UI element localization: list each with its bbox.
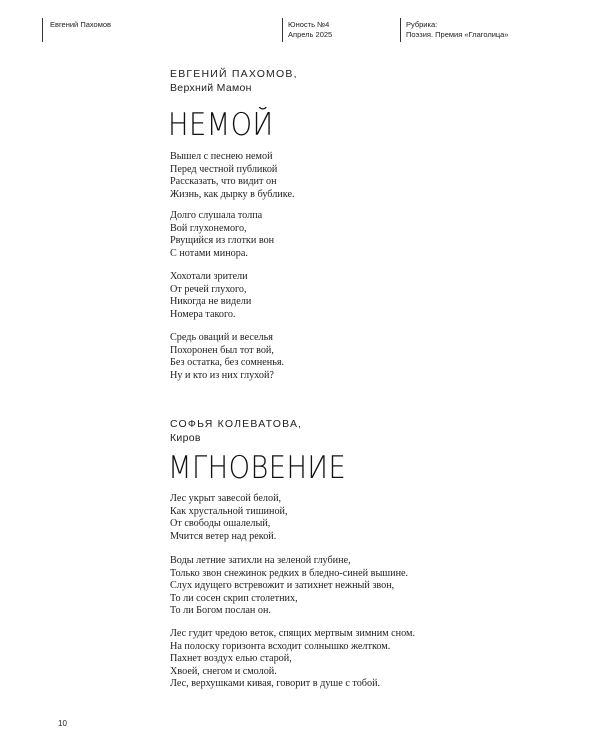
poem1-title: НЕМОЙ — [168, 107, 274, 143]
poem-line: То ли Богом послан он. — [170, 605, 271, 617]
poem-line: На полоску горизонта всходит солнышко желтком. — [170, 640, 391, 652]
poem-line: От речей глухого, — [170, 283, 247, 295]
poem-line: Лес, верхушками кивая, говорит в душе с тобой. — [170, 678, 381, 690]
poem2-stanza-2 — [170, 555, 408, 618]
poem1-stanza-4 — [170, 332, 284, 382]
header-issue — [288, 20, 332, 40]
poem2-stanza-1 — [170, 493, 288, 543]
poem-line: То ли сосен скрип столетних, — [170, 592, 298, 604]
poem-line: Номера такого. — [170, 308, 236, 320]
poem-line: Хвоей, снегом и смолой. — [170, 665, 277, 677]
poem-line: Лес укрыт завесой белой, — [170, 493, 282, 504]
poem2-stanza-3 — [170, 628, 415, 691]
poem-line: Никогда не видели — [170, 296, 252, 308]
poem-line: Как хрустальной тишиной, — [170, 505, 288, 517]
poem-line: Лес гудит чредою веток, спящих мертвым зимним сном. — [170, 628, 416, 639]
poem-line: Вой глухонемого, — [170, 222, 247, 234]
poem-line: Без остатка, без сомненья. — [170, 357, 285, 369]
page-number: 10 — [58, 719, 67, 728]
poem1-author: ЕВГЕНИЙ ПАХОМОВ, — [170, 68, 298, 80]
header-rubric-value: Поэзия. Премия «Глаголица» — [406, 30, 509, 39]
header-issue-date: Апрель 2025 — [288, 30, 333, 39]
header-divider-middle — [282, 18, 283, 42]
header-rubric-label: Рубрика: — [406, 20, 438, 29]
poem-line: Хохотали зрители — [170, 271, 248, 282]
poem1-place: Верхний Мамон — [170, 82, 252, 94]
poem-line: Рассказать, что видит он — [170, 176, 277, 188]
poem-line: От свободы ошалелый, — [170, 518, 271, 530]
poem-line: Средь оваций и веселья — [170, 332, 273, 343]
poem2-title: МГНОВЕНИЕ — [168, 450, 347, 486]
poem1-stanza-2 — [170, 210, 274, 260]
poem2-author: СОФЬЯ КОЛЕВАТОВА, — [170, 418, 303, 430]
poem-line: Только звон снежинок редких в бледно-синей вышине. — [170, 567, 409, 579]
header-author: Евгений Пахомов — [50, 20, 112, 29]
poem1-stanza-1 — [170, 151, 295, 201]
poem-line: Слух идущего встревожит и затихнет нежный звон, — [170, 580, 395, 592]
poem2-place: Киров — [170, 432, 201, 444]
poem-line: Пахнет воздух елью старой, — [170, 653, 292, 665]
poem-line: Вышел с песнею немой — [170, 151, 273, 162]
poem-line: С нотами минора. — [170, 247, 248, 259]
poem-line: Похоронен был тот вой, — [170, 344, 274, 356]
header-divider-right — [400, 18, 401, 42]
poem-line: Мчится ветер над рекой. — [170, 530, 277, 542]
poem-line: Долго слушала толпа — [170, 210, 263, 221]
poem-line: Воды летние затихли на зеленой глубине, — [170, 555, 351, 566]
header-divider-left — [42, 18, 43, 42]
poem-line: Рвущийся из глотки вон — [170, 235, 275, 247]
poem-line: Перед честной публикой — [170, 163, 278, 175]
poem-line: Жизнь, как дырку в бублике. — [170, 188, 295, 200]
poem1-stanza-3 — [170, 271, 251, 321]
header-rubric — [406, 20, 509, 40]
poem-line: Ну и кто из них глухой? — [170, 369, 274, 381]
header-issue-number: Юность №4 — [288, 20, 330, 29]
